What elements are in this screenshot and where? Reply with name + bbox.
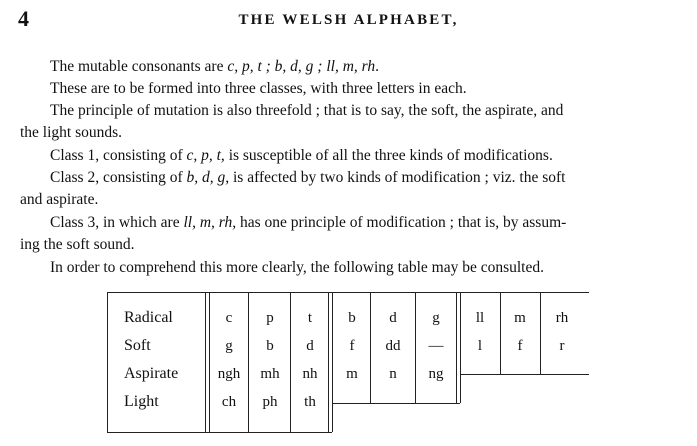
cell-radical-t: t xyxy=(307,310,313,326)
cell-soft-g: g xyxy=(225,338,233,354)
paragraph-5-line-2: and aspirate. xyxy=(20,191,99,208)
p5-text-pre: Class 2, consisting of xyxy=(50,169,187,186)
p6-text-post: has one principle of modification ; that is, by assum- xyxy=(236,214,567,231)
cell-soft-b: b xyxy=(266,338,274,354)
row-label-aspirate: Aspirate xyxy=(124,365,179,382)
cell-soft-dd: dd xyxy=(385,338,401,354)
p4-letters: c, p, t, xyxy=(186,147,225,164)
cell-radical-m: m xyxy=(514,310,526,326)
cell-aspirate-nh: nh xyxy=(302,366,318,382)
table-top-rule xyxy=(107,292,589,293)
p5-letters: b, d, g, xyxy=(186,169,230,186)
cell-aspirate-m: m xyxy=(346,366,358,382)
paragraph-6-line-1 xyxy=(20,212,697,234)
paragraph-4 xyxy=(20,145,697,167)
p1-text-post: . xyxy=(375,58,380,75)
cell-radical-p: p xyxy=(266,310,274,326)
p1-text-pre: The mutable consonants are xyxy=(50,58,228,75)
class3-col-divider-2 xyxy=(540,292,541,374)
p4-text-pre: Class 1, consisting of xyxy=(50,147,187,164)
p5-text-post: is affected by two kinds of modification ; viz. the soft xyxy=(229,169,566,186)
p6-text-pre: Class 3, in which are xyxy=(50,214,184,231)
paragraph-1 xyxy=(20,56,697,78)
cell-light-th: th xyxy=(304,394,316,410)
paragraph-2: These are to be formed into three classes, with three letters in each. xyxy=(50,80,467,97)
cell-light-ph: ph xyxy=(262,394,278,410)
cell-aspirate-n: n xyxy=(389,366,397,382)
table-bottom-rule-class1 xyxy=(107,432,332,433)
paragraph-7: In order to comprehend this more clearly, the following table may be consulted. xyxy=(50,259,544,276)
row-label-soft: Soft xyxy=(124,337,151,354)
table-left-rule xyxy=(107,292,108,432)
running-header: THE WELSH ALPHABET, xyxy=(238,12,459,28)
cell-radical-rh: rh xyxy=(555,310,569,326)
row-label-radical: Radical xyxy=(124,309,173,326)
paragraph-3-line-1: The principle of mutation is also threefold ; that is to say, the soft, the aspirate, and xyxy=(50,102,564,119)
table-bottom-rule-class3 xyxy=(460,374,589,375)
cell-soft-l: l xyxy=(477,338,483,354)
cell-aspirate-ngh: ngh xyxy=(217,366,241,382)
cell-aspirate-mh: mh xyxy=(260,366,280,382)
table-bottom-rule-class2 xyxy=(332,403,460,404)
paragraph-6-line-2: ing the soft sound. xyxy=(20,236,135,253)
class3-col-divider-1 xyxy=(500,292,501,374)
cell-aspirate-ng: ng xyxy=(428,366,444,382)
label-divider-a xyxy=(205,292,206,432)
cell-radical-ll: ll xyxy=(475,310,485,326)
cell-radical-d: d xyxy=(389,310,397,326)
cell-radical-b: b xyxy=(348,310,356,326)
cell-radical-g: g xyxy=(432,310,440,326)
p6-letters: ll, m, rh, xyxy=(183,214,237,231)
row-label-light: Light xyxy=(124,393,159,410)
cell-soft-f: f xyxy=(349,338,355,354)
p1-letters: c, p, t ; b, d, g ; ll, m, rh xyxy=(227,58,376,75)
cell-radical-c: c xyxy=(225,310,233,326)
paragraph-5-line-1 xyxy=(20,167,697,189)
p4-text-post: is susceptible of all the three kinds of modifications. xyxy=(224,147,553,164)
cell-soft-r: r xyxy=(559,338,565,354)
paragraph-3-line-2: the light sounds. xyxy=(20,124,123,141)
cell-light-ch: ch xyxy=(221,394,237,410)
page-number: 4 xyxy=(18,6,29,31)
cell-soft-dash: — xyxy=(428,338,444,354)
cell-soft-d: d xyxy=(306,338,314,354)
cell-soft-f3: f xyxy=(517,338,523,354)
